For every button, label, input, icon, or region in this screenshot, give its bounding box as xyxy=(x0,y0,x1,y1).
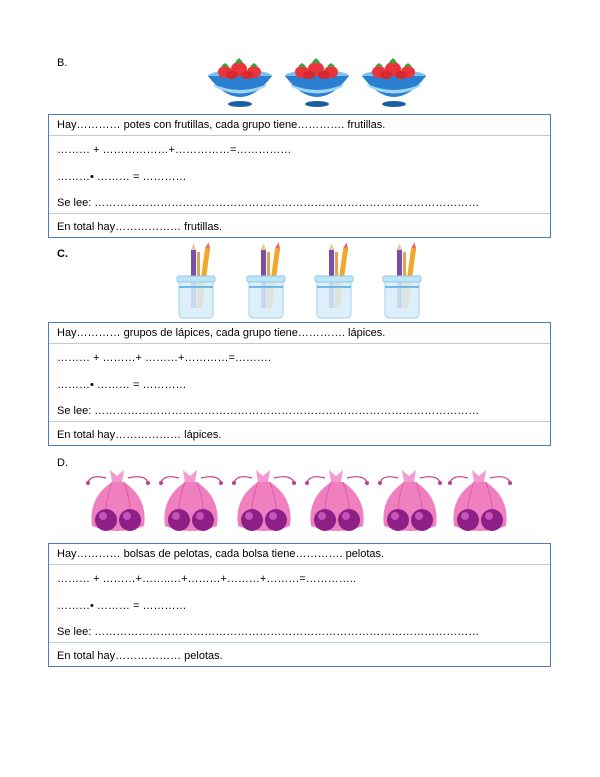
section-d-line-4: Se lee: …………………………………………………………………………………………… xyxy=(57,626,480,638)
section-b-line-4: Se lee: …………………………………………………………………………………………… xyxy=(57,197,480,209)
section-b-line-2: ……… + ………………+……………=…………… xyxy=(57,144,292,156)
section-d-box xyxy=(48,543,551,667)
section-c-line-3: ………• ……… = ………… xyxy=(57,379,187,391)
section-b-box xyxy=(48,114,551,238)
section-d-line-2: ……… + ………+……..…+………+………+………=………….. xyxy=(57,573,356,585)
section-d-line-1: Hay………… bolsas de pelotas, cada bolsa tiene…………. pelotas. xyxy=(57,548,385,560)
section-b-label: B. xyxy=(57,57,68,69)
section-c-label: C. xyxy=(57,248,68,260)
section-c-line-2: ……… + ………+ ………+…………=………. xyxy=(57,352,271,364)
section-d-line-3: ………• ……… = ………… xyxy=(57,600,187,612)
ball-bags-image xyxy=(84,468,516,536)
section-c-line-4: Se lee: …………………………………………………………………………………………… xyxy=(57,405,480,417)
section-b-line-3: ………• ……… = ………… xyxy=(57,171,187,183)
section-b-line-1: Hay………… potes con frutillas, cada grupo tiene…………. frutillas. xyxy=(57,119,386,131)
section-c-line-5: En total hay……………… lápices. xyxy=(57,429,222,441)
section-c-line-1: Hay………… grupos de lápices, cada grupo tiene…………. lápices. xyxy=(57,327,386,339)
section-b-line-5: En total hay……………… frutillas. xyxy=(57,221,223,233)
section-c-box xyxy=(48,322,551,446)
section-d-line-5: En total hay……………… pelotas. xyxy=(57,650,223,662)
pencil-jars-image xyxy=(175,242,425,320)
section-d-label: D. xyxy=(57,457,68,469)
strawberry-bowls-image xyxy=(205,56,435,110)
